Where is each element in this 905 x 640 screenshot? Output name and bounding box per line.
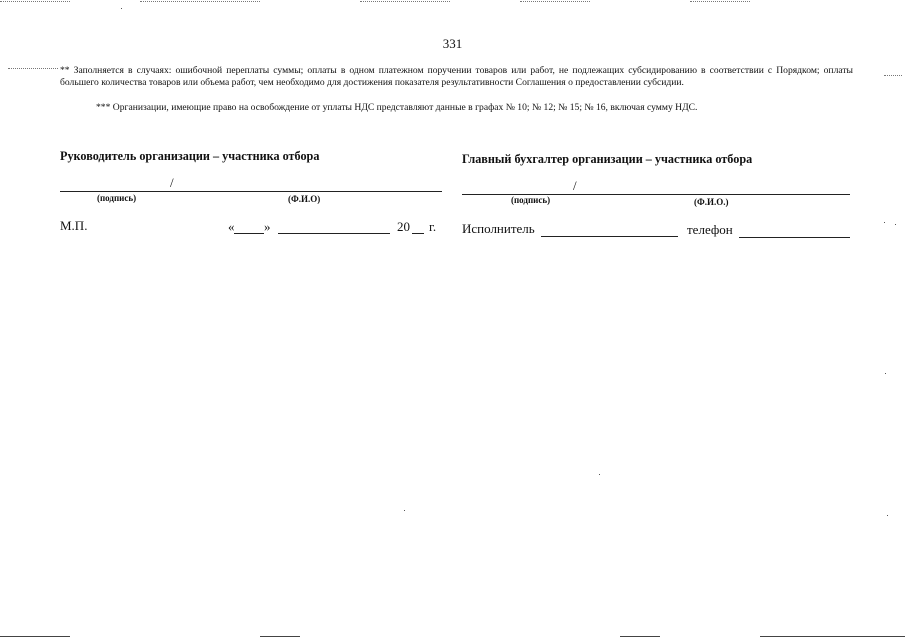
director-name-caption: (Ф.И.О)	[288, 194, 321, 204]
scan-edge-top-1	[0, 1, 70, 2]
date-quote-close: »	[264, 219, 271, 234]
phone-line	[739, 237, 850, 238]
accountant-signature-caption: (подпись)	[511, 195, 551, 205]
footnote-double-asterisk: ** Заполняется в случаях: ошибочной переплаты суммы; оплаты в одном платежном поручении товаров или работ, не подлежащих субсидированию в соответствии с Порядком; оплаты большего количества товаров или объема работ, чем необходимо для достижения показателя результативности Соглашения о предоставлении субсидии.	[60, 65, 853, 88]
scan-edge-left	[8, 68, 58, 69]
scan-edge-top-3	[360, 1, 450, 2]
scan-dot	[885, 373, 886, 374]
date-year-prefix: 20	[397, 219, 410, 234]
scan-dot	[121, 8, 122, 9]
scan-dot	[884, 222, 885, 223]
scan-dot	[895, 224, 896, 225]
scan-dot	[887, 515, 888, 516]
director-signature-caption: (подпись)	[97, 193, 137, 203]
scan-edge-top-2	[140, 1, 260, 2]
director-heading: Руководитель организации – участника отбора	[60, 149, 320, 163]
director-signature-slash: /	[170, 175, 174, 190]
scan-dot	[404, 510, 405, 511]
executor-label: Исполнитель	[462, 221, 535, 236]
scan-dot	[599, 474, 600, 475]
footnote-triple-asterisk: *** Организации, имеющие право на освобождение от уплаты НДС представляют данные в графах № 10; № 12; № 15; № 16, включая сумму НДС.	[96, 102, 698, 113]
page-number: 331	[442, 36, 463, 51]
scan-edge-right	[884, 75, 902, 76]
phone-label: телефон	[687, 222, 733, 237]
date-quote-open: «	[228, 219, 235, 234]
stamp-label: М.П.	[60, 218, 88, 233]
scan-edge-bottom-2	[260, 636, 300, 637]
date-month-line	[278, 233, 390, 234]
director-signature-line	[60, 191, 442, 192]
scan-edge-bottom-1	[0, 636, 70, 637]
accountant-heading: Главный бухгалтер организации – участника отбора	[462, 152, 753, 166]
scan-edge-bottom-3	[620, 636, 660, 637]
accountant-name-caption: (Ф.И.О.)	[694, 197, 729, 207]
executor-line	[541, 236, 678, 237]
scan-edge-bottom-4	[760, 636, 905, 637]
date-year-line	[412, 233, 424, 234]
accountant-signature-slash: /	[573, 178, 577, 193]
date-year-suffix: г.	[429, 219, 437, 234]
date-day-line	[234, 233, 264, 234]
scan-edge-top-4	[520, 1, 590, 2]
scan-edge-top-5	[690, 1, 750, 2]
